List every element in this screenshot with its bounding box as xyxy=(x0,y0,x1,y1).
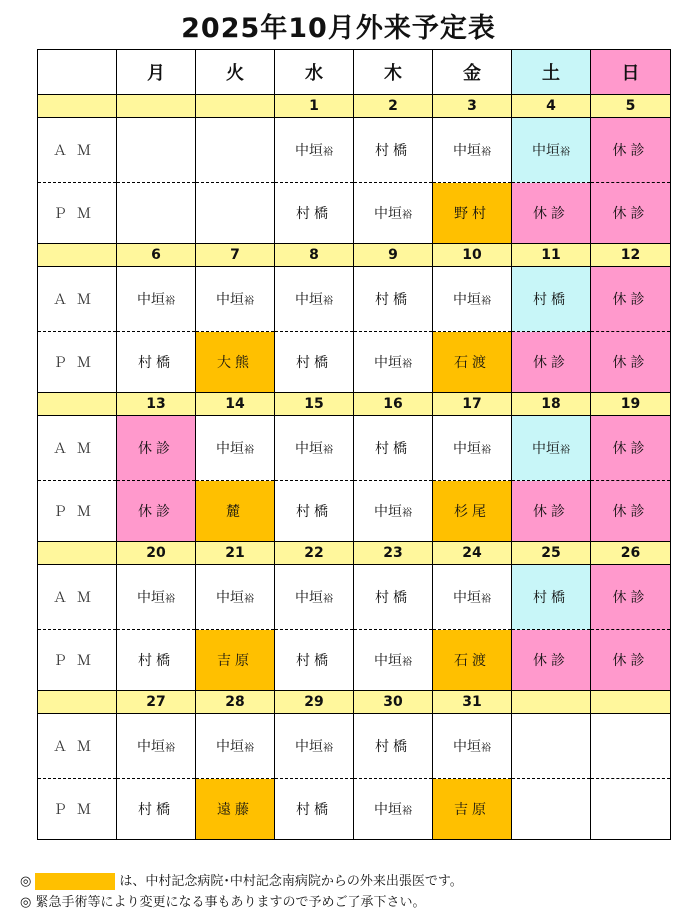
am-row xyxy=(38,714,671,779)
doctor-name: 中垣 xyxy=(374,355,402,371)
doctor-cell xyxy=(512,118,591,183)
doctor-cell xyxy=(196,118,275,183)
doctor-name: 中垣 xyxy=(216,292,244,308)
doctor-name: 杉尾 xyxy=(454,504,490,520)
doctor-name: 村橋 xyxy=(375,441,411,457)
doctor-name-suffix: 裕 xyxy=(402,806,412,817)
doctor-name: 中垣 xyxy=(453,739,481,755)
pm-label: ＰＭ xyxy=(38,630,117,691)
doctor-name: 麓 xyxy=(226,504,244,520)
doctor-name-suffix: 裕 xyxy=(323,594,333,605)
doctor-cell xyxy=(591,183,671,244)
doctor-cell xyxy=(117,630,196,691)
doctor-name-suffix: 裕 xyxy=(481,296,491,307)
weekday-header: 日 xyxy=(591,50,671,95)
date-cell: 3 xyxy=(433,95,512,118)
date-cell xyxy=(512,691,591,714)
doctor-name: 中垣 xyxy=(216,590,244,606)
corner-cell xyxy=(38,50,117,95)
doctor-name: 村橋 xyxy=(375,143,411,159)
doctor-name-suffix: 裕 xyxy=(481,445,491,456)
pm-row xyxy=(38,630,671,691)
doctor-name: 村橋 xyxy=(138,653,174,669)
doctor-name: 中垣 xyxy=(532,441,560,457)
doctor-name: 中垣 xyxy=(216,739,244,755)
date-cell: 24 xyxy=(433,542,512,565)
doctor-cell xyxy=(196,481,275,542)
date-cell: 15 xyxy=(275,393,354,416)
am-row xyxy=(38,416,671,481)
doctor-name: 吉原 xyxy=(454,802,490,818)
doctor-cell xyxy=(117,714,196,779)
doctor-name: 中垣 xyxy=(295,590,323,606)
date-cell: 19 xyxy=(591,393,671,416)
doctor-cell xyxy=(591,481,671,542)
doctor-name: 中垣 xyxy=(295,739,323,755)
date-cell: 12 xyxy=(591,244,671,267)
doctor-name: 村橋 xyxy=(533,292,569,308)
weekday-header: 土 xyxy=(512,50,591,95)
doctor-cell xyxy=(196,630,275,691)
am-label: ＡＭ xyxy=(38,118,117,183)
doctor-name: 村橋 xyxy=(533,590,569,606)
doctor-name: 村橋 xyxy=(138,802,174,818)
doctor-cell xyxy=(433,267,512,332)
doctor-cell xyxy=(354,481,433,542)
date-cell: 14 xyxy=(196,393,275,416)
doctor-name: 休診 xyxy=(612,653,649,669)
date-cell: 18 xyxy=(512,393,591,416)
doctor-cell xyxy=(275,630,354,691)
doctor-cell xyxy=(275,183,354,244)
doctor-cell xyxy=(591,565,671,630)
date-cell-blank xyxy=(38,95,117,118)
doctor-name-suffix: 裕 xyxy=(323,743,333,754)
date-cell: 6 xyxy=(117,244,196,267)
doctor-name: 休診 xyxy=(612,504,649,520)
doctor-cell xyxy=(196,267,275,332)
doctor-name: 休診 xyxy=(533,206,569,222)
doctor-cell xyxy=(354,630,433,691)
am-row xyxy=(38,565,671,630)
doctor-cell xyxy=(354,779,433,840)
doctor-name-suffix: 裕 xyxy=(244,594,254,605)
doctor-cell xyxy=(117,118,196,183)
date-cell: 20 xyxy=(117,542,196,565)
note-mark: ◎ xyxy=(20,895,32,910)
doctor-cell xyxy=(196,779,275,840)
am-label: ＡＭ xyxy=(38,267,117,332)
external-color-swatch xyxy=(35,873,115,890)
date-cell: 31 xyxy=(433,691,512,714)
doctor-name-suffix: 裕 xyxy=(244,743,254,754)
date-cell: 4 xyxy=(512,95,591,118)
pm-row xyxy=(38,332,671,393)
doctor-name-suffix: 裕 xyxy=(481,147,491,158)
doctor-name: 中垣 xyxy=(374,653,402,669)
date-row xyxy=(38,542,671,565)
date-cell: 29 xyxy=(275,691,354,714)
weekday-header: 木 xyxy=(354,50,433,95)
doctor-name: 休診 xyxy=(612,590,649,606)
doctor-cell xyxy=(433,481,512,542)
doctor-name: 中垣 xyxy=(137,590,165,606)
doctor-cell xyxy=(433,565,512,630)
doctor-cell xyxy=(354,416,433,481)
doctor-cell xyxy=(196,416,275,481)
doctor-name: 吉原 xyxy=(217,653,253,669)
footnote-external xyxy=(20,870,463,890)
doctor-name: 休診 xyxy=(533,355,569,371)
note-external-text: は、中村記念病院･中村記念南病院からの外来出張医です。 xyxy=(119,874,463,889)
doctor-cell xyxy=(591,779,671,840)
date-cell-blank xyxy=(38,542,117,565)
doctor-cell xyxy=(275,714,354,779)
doctor-cell xyxy=(591,416,671,481)
doctor-name: 大熊 xyxy=(217,355,253,371)
doctor-name-suffix: 裕 xyxy=(165,594,175,605)
doctor-cell xyxy=(433,416,512,481)
doctor-name-suffix: 裕 xyxy=(402,210,412,221)
doctor-name-suffix: 裕 xyxy=(402,657,412,668)
doctor-cell xyxy=(354,183,433,244)
date-cell: 23 xyxy=(354,542,433,565)
doctor-name: 中垣 xyxy=(453,590,481,606)
doctor-cell xyxy=(117,481,196,542)
doctor-name: 石渡 xyxy=(454,355,490,371)
date-cell: 17 xyxy=(433,393,512,416)
doctor-name-suffix: 裕 xyxy=(323,296,333,307)
date-row xyxy=(38,244,671,267)
am-row xyxy=(38,118,671,183)
footnote-change xyxy=(20,891,426,910)
doctor-name-suffix: 裕 xyxy=(244,445,254,456)
date-cell: 8 xyxy=(275,244,354,267)
doctor-name: 村橋 xyxy=(296,802,332,818)
doctor-cell xyxy=(591,118,671,183)
weekday-header-row xyxy=(38,50,671,95)
doctor-cell xyxy=(275,118,354,183)
doctor-name-suffix: 裕 xyxy=(323,445,333,456)
doctor-cell xyxy=(512,779,591,840)
pm-row xyxy=(38,779,671,840)
doctor-name-suffix: 裕 xyxy=(323,147,333,158)
doctor-cell xyxy=(196,714,275,779)
doctor-name: 休診 xyxy=(138,441,174,457)
doctor-name: 中垣 xyxy=(374,504,402,520)
doctor-cell xyxy=(117,565,196,630)
date-cell: 26 xyxy=(591,542,671,565)
pm-label: ＰＭ xyxy=(38,779,117,840)
doctor-name-suffix: 裕 xyxy=(402,359,412,370)
doctor-cell xyxy=(591,714,671,779)
doctor-cell xyxy=(275,332,354,393)
doctor-name: 中垣 xyxy=(295,292,323,308)
doctor-cell xyxy=(512,332,591,393)
doctor-name: 村橋 xyxy=(296,355,332,371)
doctor-name: 中垣 xyxy=(453,143,481,159)
date-cell: 11 xyxy=(512,244,591,267)
doctor-cell xyxy=(512,481,591,542)
doctor-name: 中垣 xyxy=(137,739,165,755)
doctor-cell xyxy=(117,183,196,244)
date-cell: 10 xyxy=(433,244,512,267)
doctor-name-suffix: 裕 xyxy=(481,594,491,605)
weekday-header: 金 xyxy=(433,50,512,95)
doctor-cell xyxy=(354,332,433,393)
doctor-name: 中垣 xyxy=(374,802,402,818)
doctor-cell xyxy=(275,416,354,481)
date-cell xyxy=(117,95,196,118)
doctor-cell xyxy=(512,565,591,630)
date-cell: 1 xyxy=(275,95,354,118)
note-mark: ◎ xyxy=(20,874,32,889)
doctor-name: 中垣 xyxy=(374,206,402,222)
doctor-cell xyxy=(354,565,433,630)
doctor-cell xyxy=(196,183,275,244)
date-cell-blank xyxy=(38,244,117,267)
doctor-name: 休診 xyxy=(612,143,649,159)
date-row xyxy=(38,691,671,714)
pm-row xyxy=(38,481,671,542)
date-cell: 30 xyxy=(354,691,433,714)
doctor-name: 村橋 xyxy=(138,355,174,371)
date-cell xyxy=(591,691,671,714)
doctor-cell xyxy=(117,267,196,332)
doctor-cell xyxy=(512,416,591,481)
pm-label: ＰＭ xyxy=(38,332,117,393)
date-cell: 16 xyxy=(354,393,433,416)
weekday-header: 火 xyxy=(196,50,275,95)
doctor-name: 村橋 xyxy=(296,206,332,222)
pm-row xyxy=(38,183,671,244)
doctor-name: 中垣 xyxy=(532,143,560,159)
doctor-cell xyxy=(512,630,591,691)
doctor-cell xyxy=(433,630,512,691)
doctor-name-suffix: 裕 xyxy=(481,743,491,754)
doctor-name: 中垣 xyxy=(453,292,481,308)
doctor-cell xyxy=(354,267,433,332)
doctor-name: 中垣 xyxy=(137,292,165,308)
doctor-cell xyxy=(275,565,354,630)
doctor-cell xyxy=(512,714,591,779)
doctor-name: 中垣 xyxy=(295,441,323,457)
weekday-header: 水 xyxy=(275,50,354,95)
doctor-name: 村橋 xyxy=(296,504,332,520)
doctor-name: 休診 xyxy=(138,504,174,520)
date-cell-blank xyxy=(38,393,117,416)
doctor-cell xyxy=(117,416,196,481)
doctor-cell xyxy=(512,267,591,332)
doctor-cell xyxy=(354,118,433,183)
schedule-table xyxy=(37,49,671,840)
doctor-cell xyxy=(275,481,354,542)
doctor-cell xyxy=(591,630,671,691)
date-cell: 25 xyxy=(512,542,591,565)
doctor-name: 中垣 xyxy=(295,143,323,159)
doctor-cell xyxy=(275,267,354,332)
note-change-text: 緊急手術等により変更になる事もありますので予めご了承下さい。 xyxy=(35,895,426,910)
am-label: ＡＭ xyxy=(38,416,117,481)
doctor-name: 休診 xyxy=(533,653,569,669)
am-label: ＡＭ xyxy=(38,565,117,630)
doctor-name: 休診 xyxy=(612,355,649,371)
date-cell: 5 xyxy=(591,95,671,118)
date-cell: 21 xyxy=(196,542,275,565)
doctor-cell xyxy=(196,332,275,393)
doctor-name-suffix: 裕 xyxy=(165,296,175,307)
date-cell: 9 xyxy=(354,244,433,267)
doctor-cell xyxy=(117,779,196,840)
date-cell-blank xyxy=(38,691,117,714)
doctor-name: 石渡 xyxy=(454,653,490,669)
date-row xyxy=(38,95,671,118)
doctor-name: 中垣 xyxy=(216,441,244,457)
doctor-cell xyxy=(433,779,512,840)
doctor-cell xyxy=(512,183,591,244)
am-row xyxy=(38,267,671,332)
doctor-cell xyxy=(275,779,354,840)
doctor-cell xyxy=(591,267,671,332)
doctor-cell xyxy=(591,332,671,393)
doctor-name-suffix: 裕 xyxy=(560,445,570,456)
doctor-name: 村橋 xyxy=(375,739,411,755)
doctor-name: 中垣 xyxy=(453,441,481,457)
doctor-name-suffix: 裕 xyxy=(402,508,412,519)
doctor-name: 休診 xyxy=(612,441,649,457)
weekday-header: 月 xyxy=(117,50,196,95)
doctor-name: 休診 xyxy=(612,292,649,308)
doctor-cell xyxy=(433,118,512,183)
doctor-name: 休診 xyxy=(533,504,569,520)
am-label: ＡＭ xyxy=(38,714,117,779)
doctor-name: 休診 xyxy=(612,206,649,222)
doctor-name-suffix: 裕 xyxy=(244,296,254,307)
doctor-name-suffix: 裕 xyxy=(560,147,570,158)
date-row xyxy=(38,393,671,416)
pm-label: ＰＭ xyxy=(38,481,117,542)
date-cell: 2 xyxy=(354,95,433,118)
doctor-cell xyxy=(433,332,512,393)
date-cell xyxy=(196,95,275,118)
doctor-cell xyxy=(196,565,275,630)
doctor-cell xyxy=(433,714,512,779)
doctor-name: 野村 xyxy=(454,206,490,222)
date-cell: 13 xyxy=(117,393,196,416)
date-cell: 28 xyxy=(196,691,275,714)
doctor-name: 村橋 xyxy=(375,292,411,308)
doctor-name: 村橋 xyxy=(375,590,411,606)
doctor-name: 遠藤 xyxy=(217,802,253,818)
doctor-cell xyxy=(433,183,512,244)
doctor-cell xyxy=(354,714,433,779)
doctor-cell xyxy=(117,332,196,393)
date-cell: 27 xyxy=(117,691,196,714)
page-title: 2025年10月外来予定表 xyxy=(181,13,496,44)
doctor-name-suffix: 裕 xyxy=(165,743,175,754)
doctor-name: 村橋 xyxy=(296,653,332,669)
pm-label: ＰＭ xyxy=(38,183,117,244)
date-cell: 7 xyxy=(196,244,275,267)
date-cell: 22 xyxy=(275,542,354,565)
